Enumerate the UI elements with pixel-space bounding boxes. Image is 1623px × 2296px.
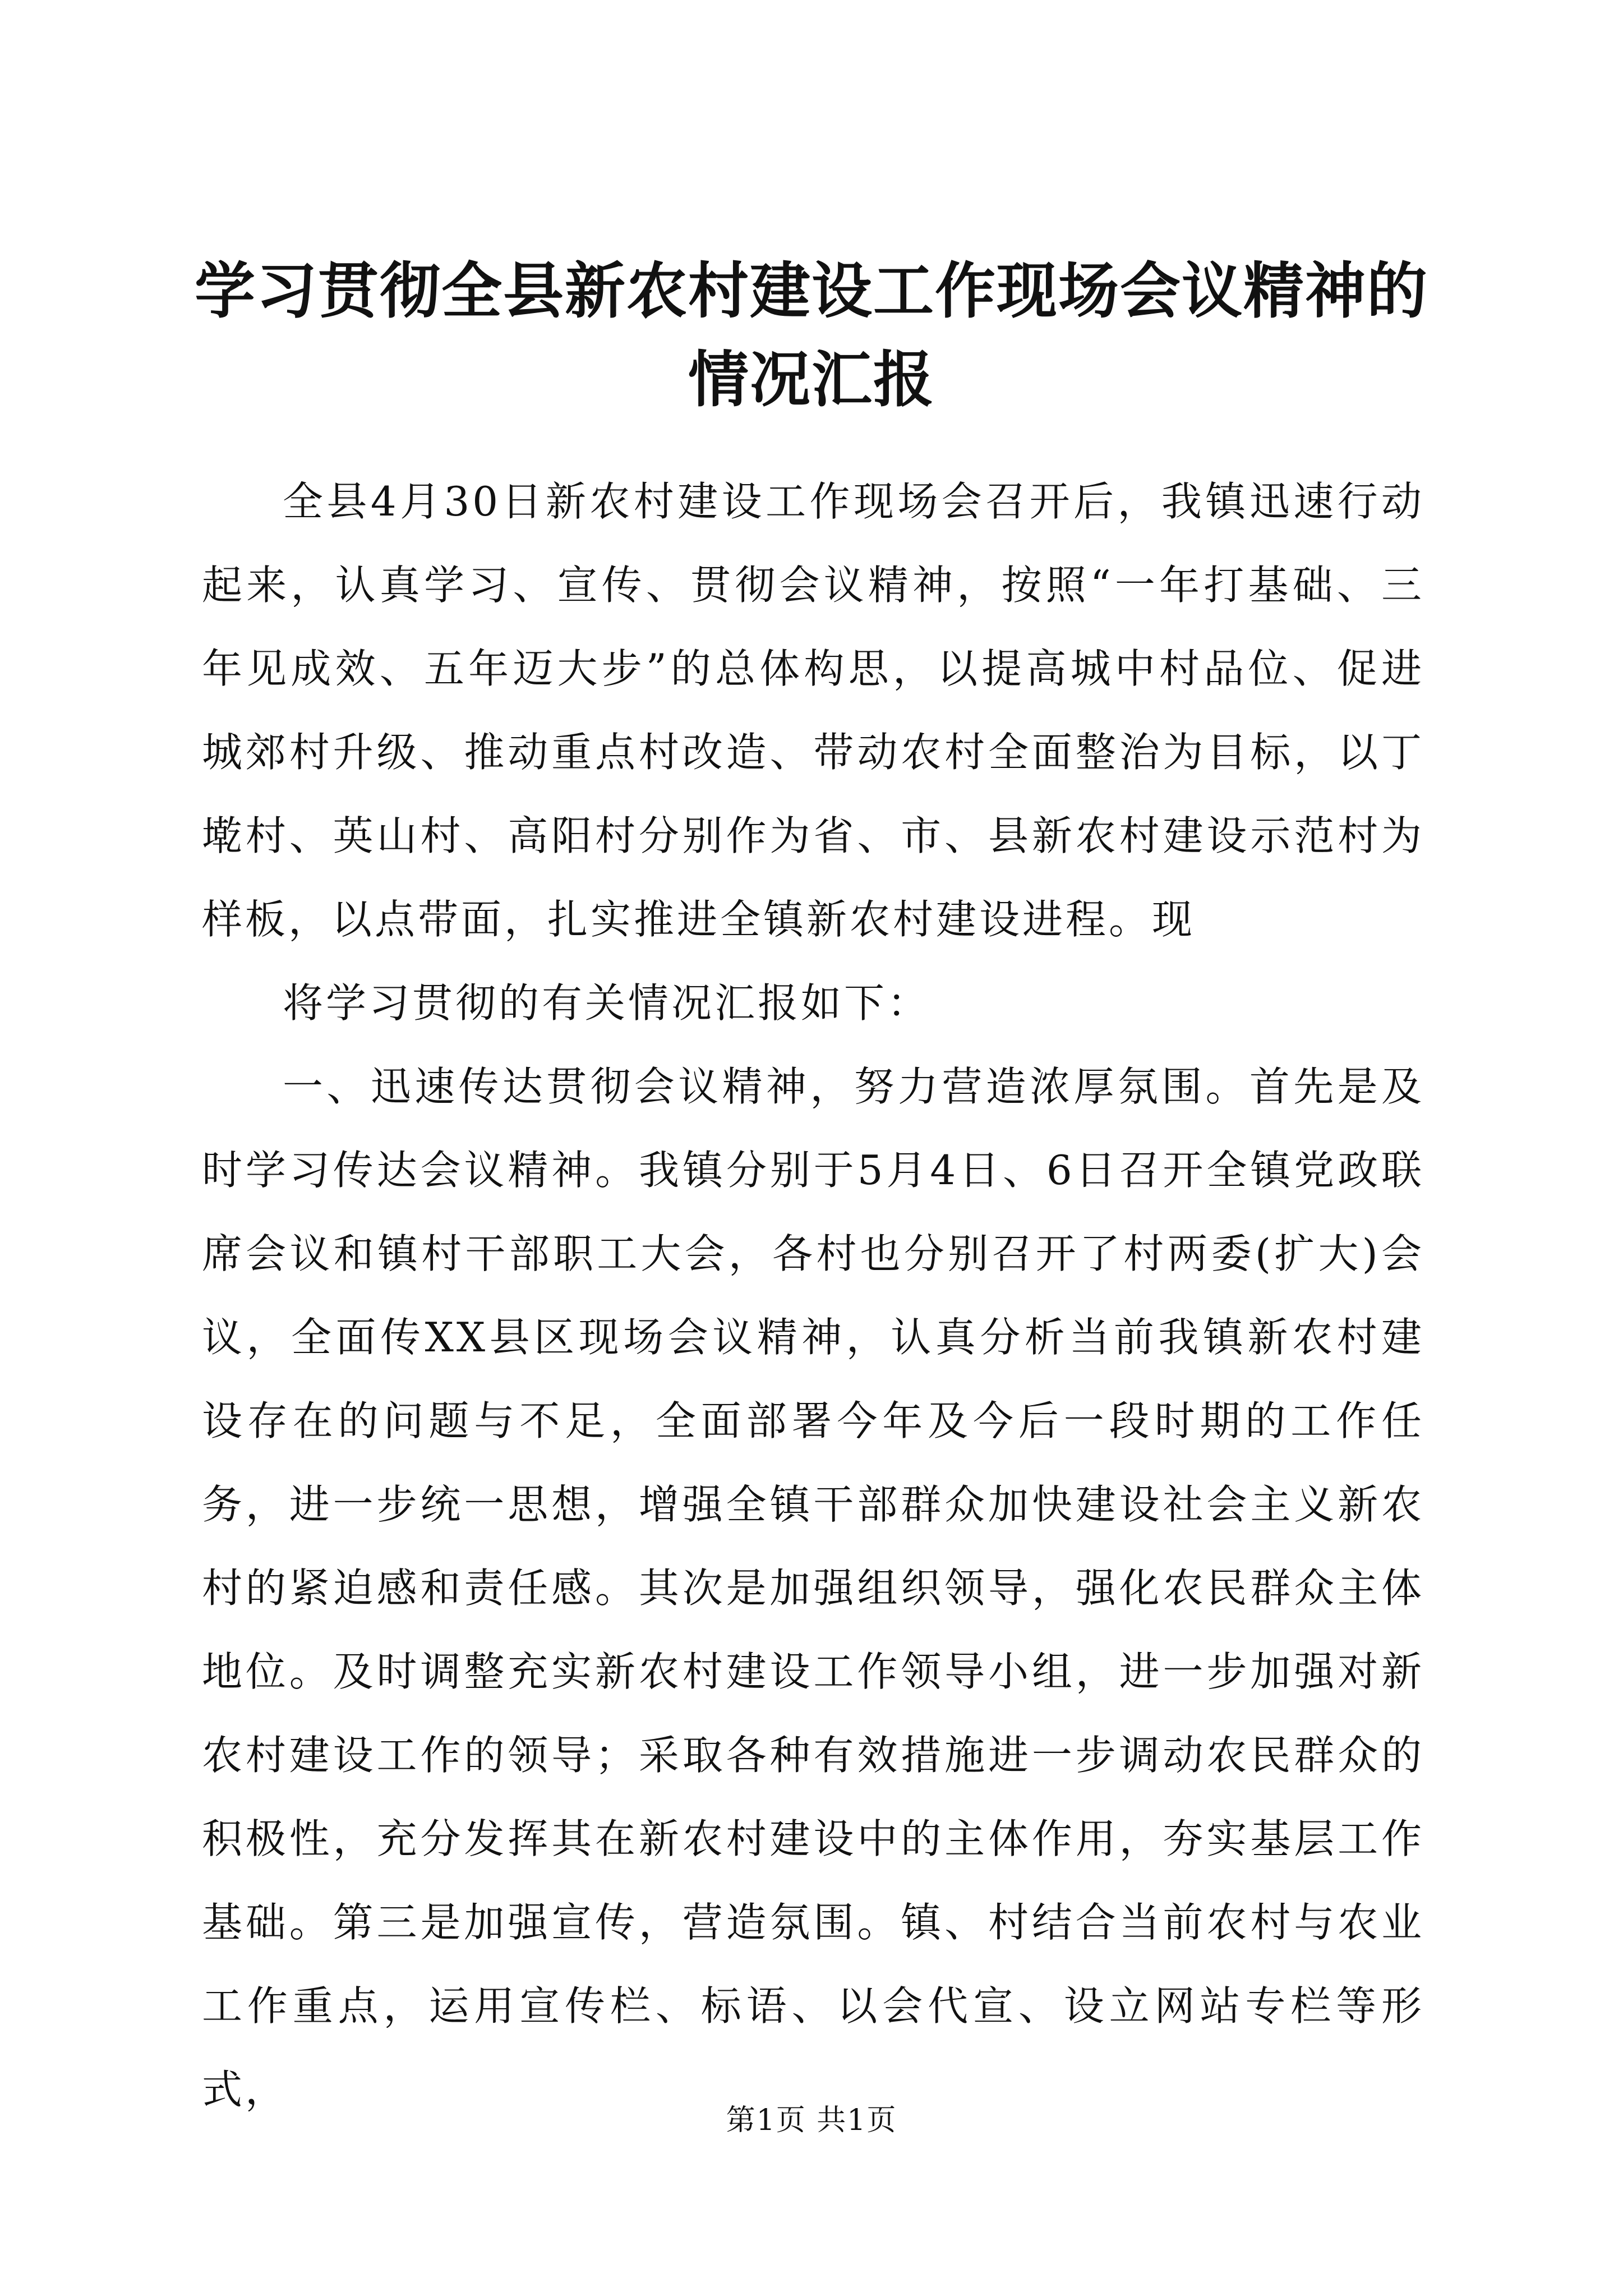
body-paragraph-3: 一、迅速传达贯彻会议精神，努力营造浓厚氛围。首先是及时学习传达会议精神。我镇分别于5月4日、6日召开全镇党政联席会议和镇村干部职工大会，各村也分别召开了村两委(扩大)会议，全面传XX县区现场会议精神，认真分析当前我镇新农村建设存在的问题与不足，全面部署今年及今后一段时期的工作任务，进一步统一思想，增强全镇干部群众加快建设社会主义新农村的紧迫感和责任感。其次是加强组织领导，强化农民群众主体地位。及时调整充实新农村建设工作领导小组，进一步加强对新农村建设工作的领导；采取各种有效措施进一步调动农民群众的积极性，充分发挥其在新农村建设中的主体作用，夯实基层工作基础。第三是加强宣传，营造氛围。镇、村结合当前农村与农业工作重点，运用宣传栏、标语、以会代宣、设立网站专栏等形式， [202, 1063, 1424, 2113]
body-paragraph-1: 全县4月30日新农村建设工作现场会召开后，我镇迅速行动起来，认真学习、宣传、贯彻会议精神，按照“一年打基础、三年见成效、五年迈大步”的总体构思，以提高城中村品位、促进城郊村升级、推动重点村改造、带动农村全面整治为目标，以丁墘村、英山村、高阳村分别作为省、市、县新农村建设示范村为样板，以点带面，扎实推进全镇新农村建设进程。现 [202, 478, 1424, 943]
document-title-line-2: 情况汇报 [688, 344, 935, 415]
document-title [185, 247, 1438, 424]
page-number-footer: 第1页 共1页 [726, 2104, 897, 2137]
document-body [202, 460, 1424, 2132]
body-paragraph-2: 将学习贯彻的有关情况汇报如下： [283, 979, 931, 1027]
document-title-line-1: 学习贯彻全县新农村建设工作现场会议精神的 [194, 256, 1428, 326]
